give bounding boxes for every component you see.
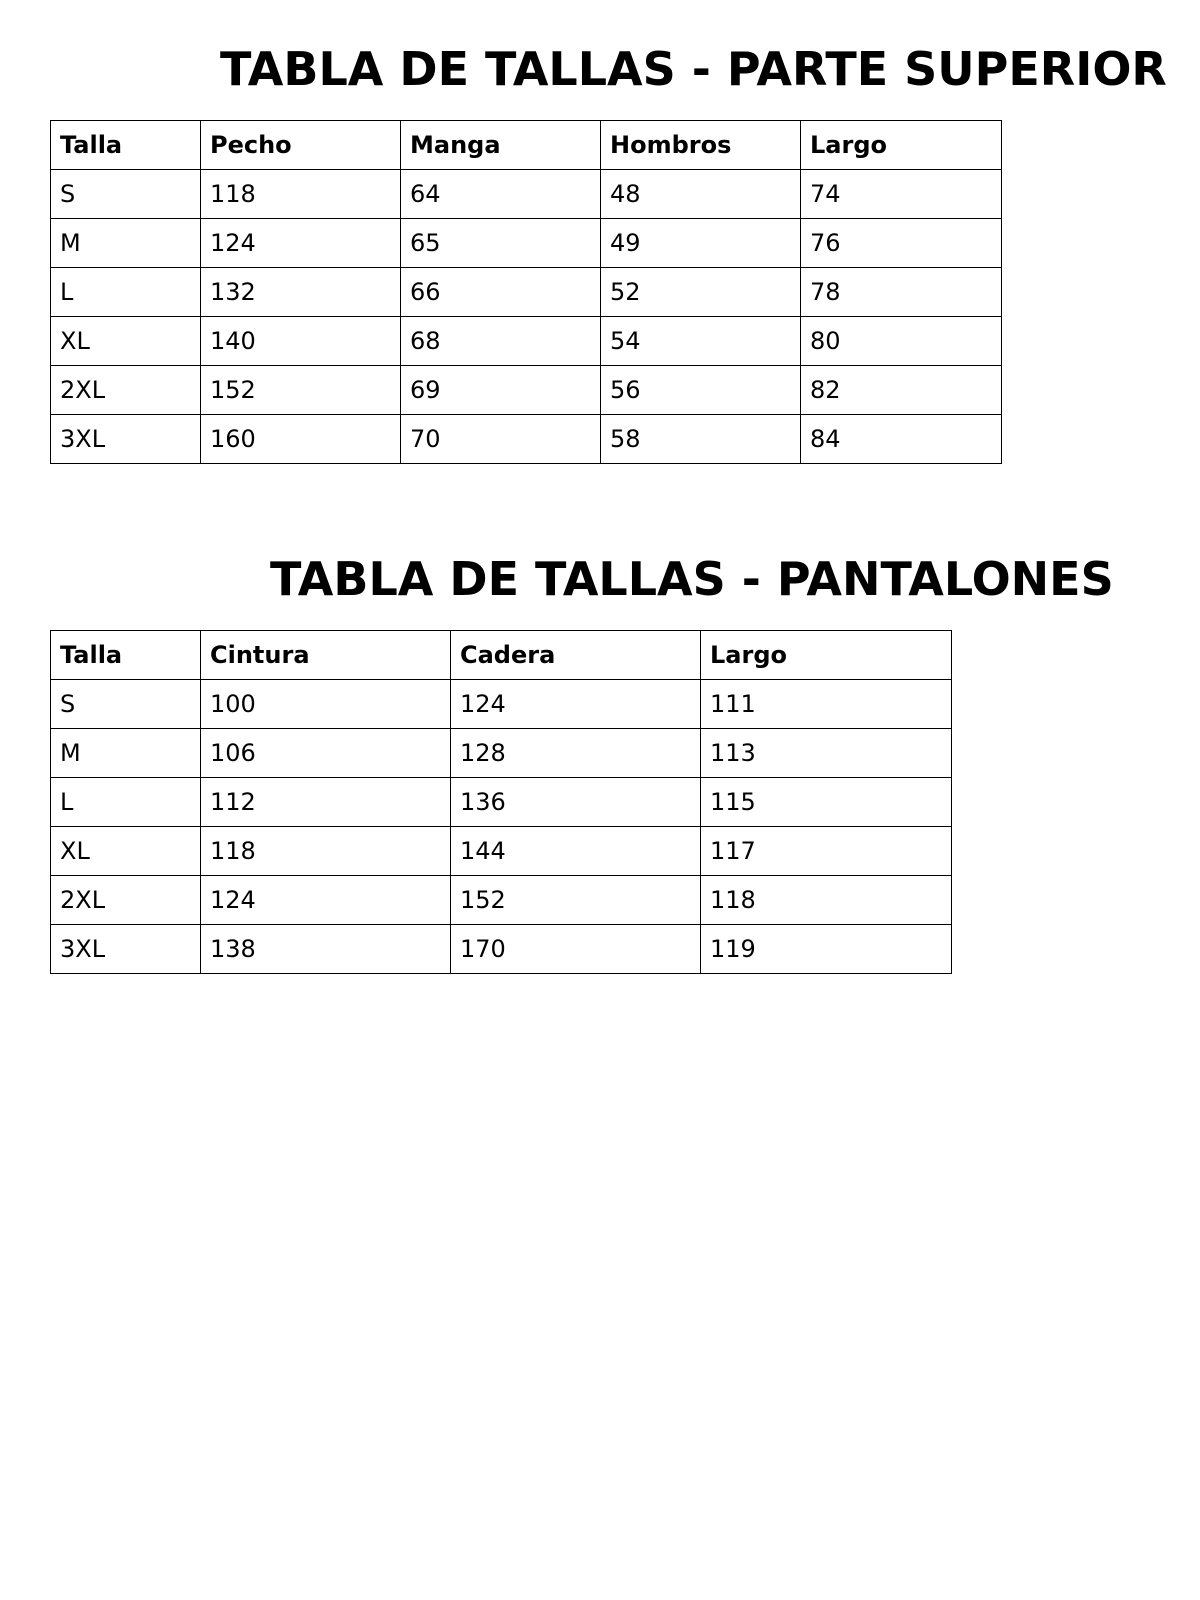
table-cell: L <box>51 778 201 827</box>
table-cell: 76 <box>801 219 1002 268</box>
table-cell: 117 <box>701 827 952 876</box>
table-row <box>51 366 1002 415</box>
table-cell: 140 <box>201 317 401 366</box>
pants-size-chart-title: TABLA DE TALLAS - PANTALONES <box>270 552 1114 606</box>
table-cell: 124 <box>201 876 451 925</box>
table-cell: 113 <box>701 729 952 778</box>
table-cell: 70 <box>401 415 601 464</box>
table-cell: 132 <box>201 268 401 317</box>
header-talla: Talla <box>51 121 201 170</box>
table-cell: 118 <box>201 827 451 876</box>
table-cell: L <box>51 268 201 317</box>
table-row <box>51 876 952 925</box>
table-row <box>51 827 952 876</box>
table-cell: 2XL <box>51 876 201 925</box>
table-cell: 68 <box>401 317 601 366</box>
table-row <box>51 415 1002 464</box>
table-header-row <box>51 121 1002 170</box>
header-hombros: Hombros <box>601 121 801 170</box>
table-row <box>51 268 1002 317</box>
table-cell: M <box>51 729 201 778</box>
table-cell: 56 <box>601 366 801 415</box>
table-row <box>51 219 1002 268</box>
table-cell: 80 <box>801 317 1002 366</box>
table-cell: 66 <box>401 268 601 317</box>
header-cintura: Cintura <box>201 631 451 680</box>
table-cell: 52 <box>601 268 801 317</box>
table-row <box>51 778 952 827</box>
header-manga: Manga <box>401 121 601 170</box>
table-row <box>51 170 1002 219</box>
table-cell: 69 <box>401 366 601 415</box>
tops-size-chart-title: TABLA DE TALLAS - PARTE SUPERIOR <box>220 42 1167 96</box>
table-cell: XL <box>51 317 201 366</box>
table-row <box>51 317 1002 366</box>
table-cell: 58 <box>601 415 801 464</box>
header-largo: Largo <box>701 631 952 680</box>
table-cell: 160 <box>201 415 401 464</box>
table-cell: 65 <box>401 219 601 268</box>
table-cell: 3XL <box>51 925 201 974</box>
table-row <box>51 925 952 974</box>
table-cell: 74 <box>801 170 1002 219</box>
table-row <box>51 680 952 729</box>
table-cell: 3XL <box>51 415 201 464</box>
table-cell: M <box>51 219 201 268</box>
table-cell: 118 <box>701 876 952 925</box>
table-cell: S <box>51 680 201 729</box>
table-cell: S <box>51 170 201 219</box>
table-row <box>51 729 952 778</box>
table-cell: 118 <box>201 170 401 219</box>
table-cell: 2XL <box>51 366 201 415</box>
table-cell: 124 <box>201 219 401 268</box>
table-cell: 112 <box>201 778 451 827</box>
header-largo: Largo <box>801 121 1002 170</box>
header-talla: Talla <box>51 631 201 680</box>
table-cell: 64 <box>401 170 601 219</box>
tops-size-table <box>50 120 1002 464</box>
table-cell: 124 <box>451 680 701 729</box>
table-cell: 84 <box>801 415 1002 464</box>
table-header-row <box>51 631 952 680</box>
table-cell: 115 <box>701 778 952 827</box>
table-cell: 170 <box>451 925 701 974</box>
table-cell: 48 <box>601 170 801 219</box>
table-cell: 152 <box>201 366 401 415</box>
table-cell: 136 <box>451 778 701 827</box>
table-cell: 152 <box>451 876 701 925</box>
pants-size-table <box>50 630 952 974</box>
table-cell: 82 <box>801 366 1002 415</box>
header-pecho: Pecho <box>201 121 401 170</box>
table-cell: 144 <box>451 827 701 876</box>
table-cell: XL <box>51 827 201 876</box>
table-cell: 106 <box>201 729 451 778</box>
table-cell: 111 <box>701 680 952 729</box>
table-cell: 138 <box>201 925 451 974</box>
table-cell: 100 <box>201 680 451 729</box>
table-cell: 54 <box>601 317 801 366</box>
table-cell: 119 <box>701 925 952 974</box>
table-cell: 49 <box>601 219 801 268</box>
table-cell: 128 <box>451 729 701 778</box>
table-cell: 78 <box>801 268 1002 317</box>
header-cadera: Cadera <box>451 631 701 680</box>
